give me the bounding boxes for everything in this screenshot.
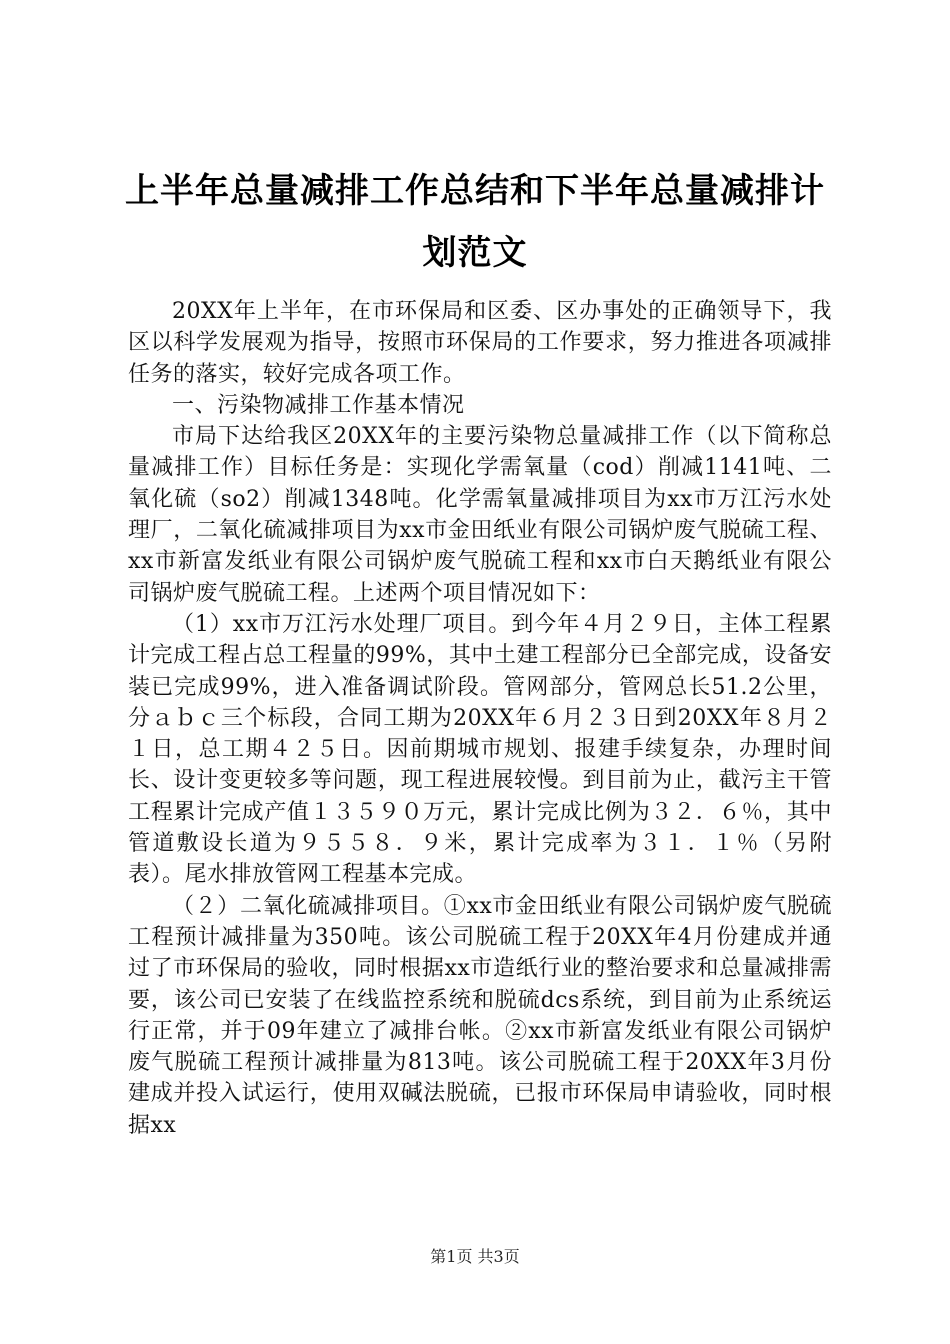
paragraph-project-1: （1）xx市万江污水处理厂项目。到今年４月２９日，主体工程累计完成工程占总工程量的99%，其中土建工程部分已全部完成，设备安装已完成99%，进入准备调试阶段。管网部分，管网总长51.2公里，分ａｂｃ三个标段，合同工期为20XX年６月２３日到20XX年８月２１日，总工期４２５日。因前期城市规划、报建手续复杂，办理时间长、设计变更较多等问题，现工程进展较慢。到目前为止，截污主干管工程累计完成产值１３５９０万元，累计完成比例为３２．６％，其中管道敷设长道为９５５８．９米，累计完成率为３１．１％（另附表）。尾水排放管网工程基本完成。 [128, 611, 832, 888]
paragraph-project-2: （２）二氧化硫减排项目。①xx市金田纸业有限公司锅炉废气脱硫工程预计减排量为350吨。该公司脱硫工程于20XX年4月份建成并通过了市环保局的验收，同时根据xx市造纸行业的整治要求和总量减排需要，该公司已安装了在线监控系统和脱硫dcs系统，到目前为止系统运行正常，并于09年建立了减排台帐。②xx市新富发纸业有限公司锅炉废气脱硫工程预计减排量为813吨。该公司脱硫工程于20XX年3月份建成并投入试运行，使用双碱法脱硫，已报市环保局申请验收，同时根据xx [128, 893, 832, 1138]
document-body [128, 296, 832, 1141]
paragraph-intro: 20XX年上半年，在市环保局和区委、区办事处的正确领导下，我区以科学发展观为指导，按照市环保局的工作要求，努力推进各项减排任务的落实，较好完成各项工作。 [128, 299, 832, 387]
paragraph-targets: 市局下达给我区20XX年的主要污染物总量减排工作（以下简称总量减排工作）目标任务是：实现化学需氧量（cod）削减1141吨、二氧化硫（so2）削减1348吨。化学需氧量减排项目为xx市万江污水处理厂，二氧化硫减排项目为xx市金田纸业有限公司锅炉废气脱硫工程、xx市新富发纸业有限公司锅炉废气脱硫工程和xx市白天鹅纸业有限公司锅炉废气脱硫工程。上述两个项目情况如下： [128, 424, 832, 606]
document-title: 上半年总量减排工作总结和下半年总量减排计划范文 [125, 171, 825, 273]
section-heading: 一、污染物减排工作基本情况 [172, 392, 465, 418]
page-footer: 第1页 共3页 [430, 1247, 520, 1266]
